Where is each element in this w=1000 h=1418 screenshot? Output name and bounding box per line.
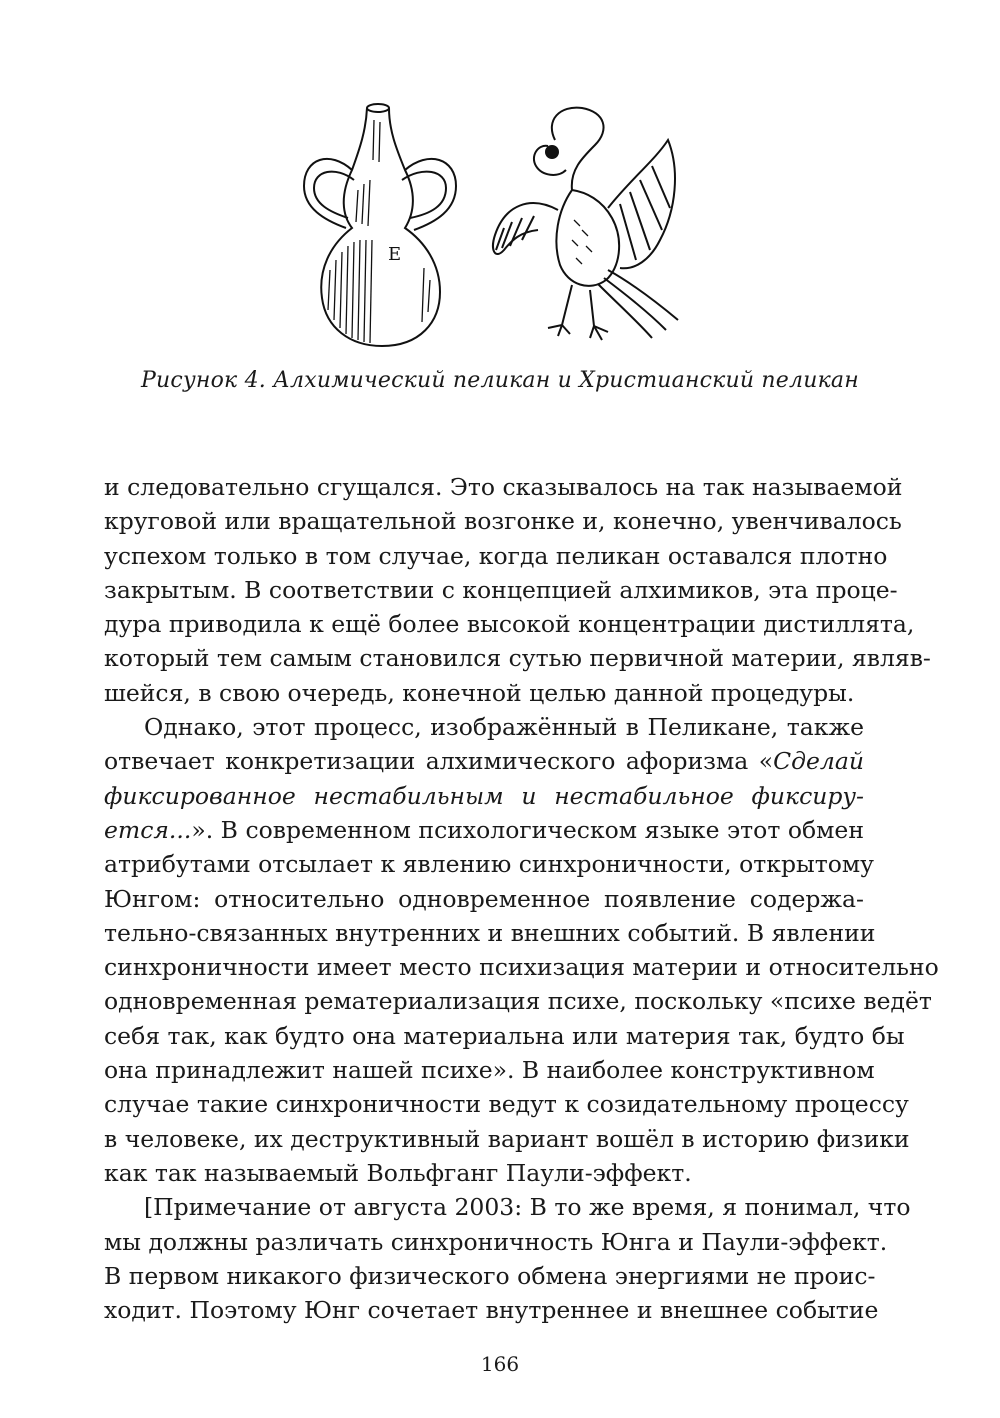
text-line: в человеке, их деструктивный вариант вошёл в историю физики — [104, 1124, 910, 1153]
christian-pelican-image — [493, 108, 678, 340]
figure-illustration — [290, 100, 710, 350]
text-line: В первом никакого физического обмена энергиями не проис- — [104, 1261, 876, 1290]
text-line: Юнгом: относительно одновременное появление содержа- — [104, 884, 864, 913]
text-line: шейся, в свою очередь, конечной целью данной процедуры. — [104, 678, 855, 707]
text-line: круговой или вращательной возгонке и, конечно, увенчивалось — [104, 507, 902, 536]
aphorism-text: ется... — [104, 815, 192, 844]
text-line: который тем самым становился сутью первичной материи, являв- — [104, 644, 931, 673]
text-line — [104, 744, 864, 778]
text-line: дура приводила к ещё более высокой концентрации дистиллята, — [104, 610, 915, 639]
page-number: 166 — [480, 1352, 520, 1376]
text-line: синхроничности имеет место психизация материи и относительно — [104, 953, 939, 982]
text-line: себя так, как будто она материальна или материя так, будто бы — [104, 1021, 905, 1050]
paragraph — [104, 470, 931, 710]
paragraph — [104, 1190, 911, 1327]
text-line: успехом только в том случае, когда пеликан оставался плотно — [104, 541, 888, 570]
text-line: тельно-связанных внутренних и внешних событий. В явлении — [104, 918, 876, 947]
text-line: мы должны различать синхроничность Юнга и Паули-эффект. — [104, 1227, 888, 1256]
aphorism-text: Сделай — [773, 747, 864, 776]
text-line: Однако, этот процесс, изображённый в Пеликане, также — [144, 713, 864, 742]
text-line: как так называемый Вольфганг Паули-эффект. — [104, 1158, 692, 1187]
aphorism-text: фиксированное нестабильным и нестабильное фиксиру- — [104, 781, 864, 810]
text-line: закрытым. В соответствии с концепцией алхимиков, эта проце- — [104, 575, 898, 604]
text-line: случае такие синхроничности ведут к созидательному процессу — [104, 1090, 909, 1119]
body-text — [104, 470, 939, 1327]
text-line: она принадлежит нашей психе». В наиболее конструктивном — [104, 1056, 875, 1085]
text-line: ходит. Поэтому Юнг сочетает внутреннее и внешнее событие — [104, 1296, 879, 1325]
text-line — [104, 813, 864, 847]
text-line: атрибутами отсылает к явлению синхроничности, открытому — [104, 850, 874, 879]
paragraph — [104, 710, 939, 1190]
figure-caption: Рисунок 4. Алхимический пеликан и Христианский пеликан — [141, 368, 859, 393]
text-segment: отвечает конкретизации алхимического афоризма « — [104, 747, 774, 776]
pelican-engravings — [290, 100, 710, 350]
text-line: [Примечание от августа 2003: В то же время, я понимал, что — [144, 1193, 911, 1222]
text-line: одновременная рематериализация психе, поскольку «психе ведёт — [104, 987, 932, 1016]
alchemical-pelican-image — [304, 104, 456, 346]
text-line: и следовательно сгущался. Это сказывалось на так называемой — [104, 473, 903, 501]
vessel-label: E — [388, 244, 402, 265]
text-segment: ». В современном психологическом языке этот обмен — [191, 815, 864, 844]
